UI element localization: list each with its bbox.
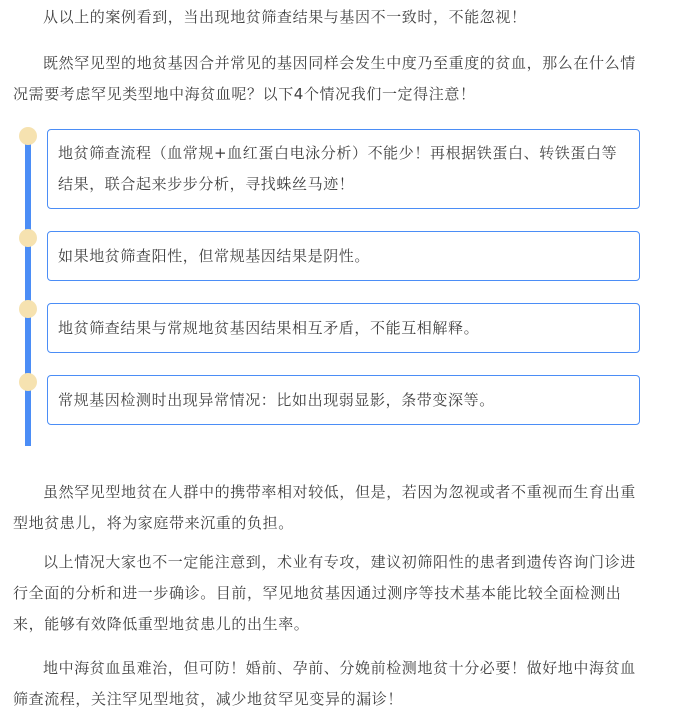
intro-paragraph-1: 从以上的案例看到，当出现地贫筛查结果与基因不一致时，不能忽视！ <box>43 8 527 26</box>
timeline-dot-1 <box>19 127 37 145</box>
intro-paragraph-2: 既然罕见型的地贫基因合并常见的基因同样会发生中度乃至重度的贫血，那么在什么情况需要考虑罕见类型地中海贫血呢？以下4个情况我们一定得注意！ <box>13 54 636 103</box>
condition-text-3: 地贫筛查结果与常规地贫基因结果相互矛盾，不能互相解释。 <box>58 318 480 337</box>
condition-text-1: 地贫筛查流程（血常规+血红蛋白电泳分析）不能少！再根据铁蛋白、转铁蛋白等结果，联合起来步步分析，寻找蛛丝马迹！ <box>58 144 618 193</box>
condition-box-4 <box>47 375 640 425</box>
timeline-dot-2 <box>19 229 37 247</box>
condition-box-3 <box>47 303 640 353</box>
condition-box-2 <box>47 231 640 281</box>
body-paragraph-3: 地中海贫血虽难治，但可防！婚前、孕前、分娩前检测地贫十分必要！做好地中海贫血筛查流程，关注罕见型地贫，减少地贫罕见变异的漏诊！ <box>13 659 636 708</box>
condition-text-2: 如果地贫筛查阳性，但常规基因结果是阴性。 <box>58 246 371 265</box>
body-paragraph-2: 以上情况大家也不一定能注意到，术业有专攻，建议初筛阳性的患者到遗传咨询门诊进行全面的分析和进一步确诊。目前，罕见地贫基因通过测序等技术基本能比较全面检测出来，能够有效降低重型地贫患儿的出生率。 <box>13 553 636 633</box>
body-paragraph-1: 虽然罕见型地贫在人群中的携带率相对较低，但是，若因为忽视或者不重视而生育出重型地贫患儿，将为家庭带来沉重的负担。 <box>13 483 636 532</box>
condition-text-4: 常规基因检测时出现异常情况：比如出现弱显影，条带变深等。 <box>58 390 495 409</box>
timeline-dot-4 <box>19 373 37 391</box>
timeline-bar <box>25 137 31 446</box>
timeline-dot-3 <box>19 300 37 318</box>
condition-box-1 <box>47 129 640 209</box>
